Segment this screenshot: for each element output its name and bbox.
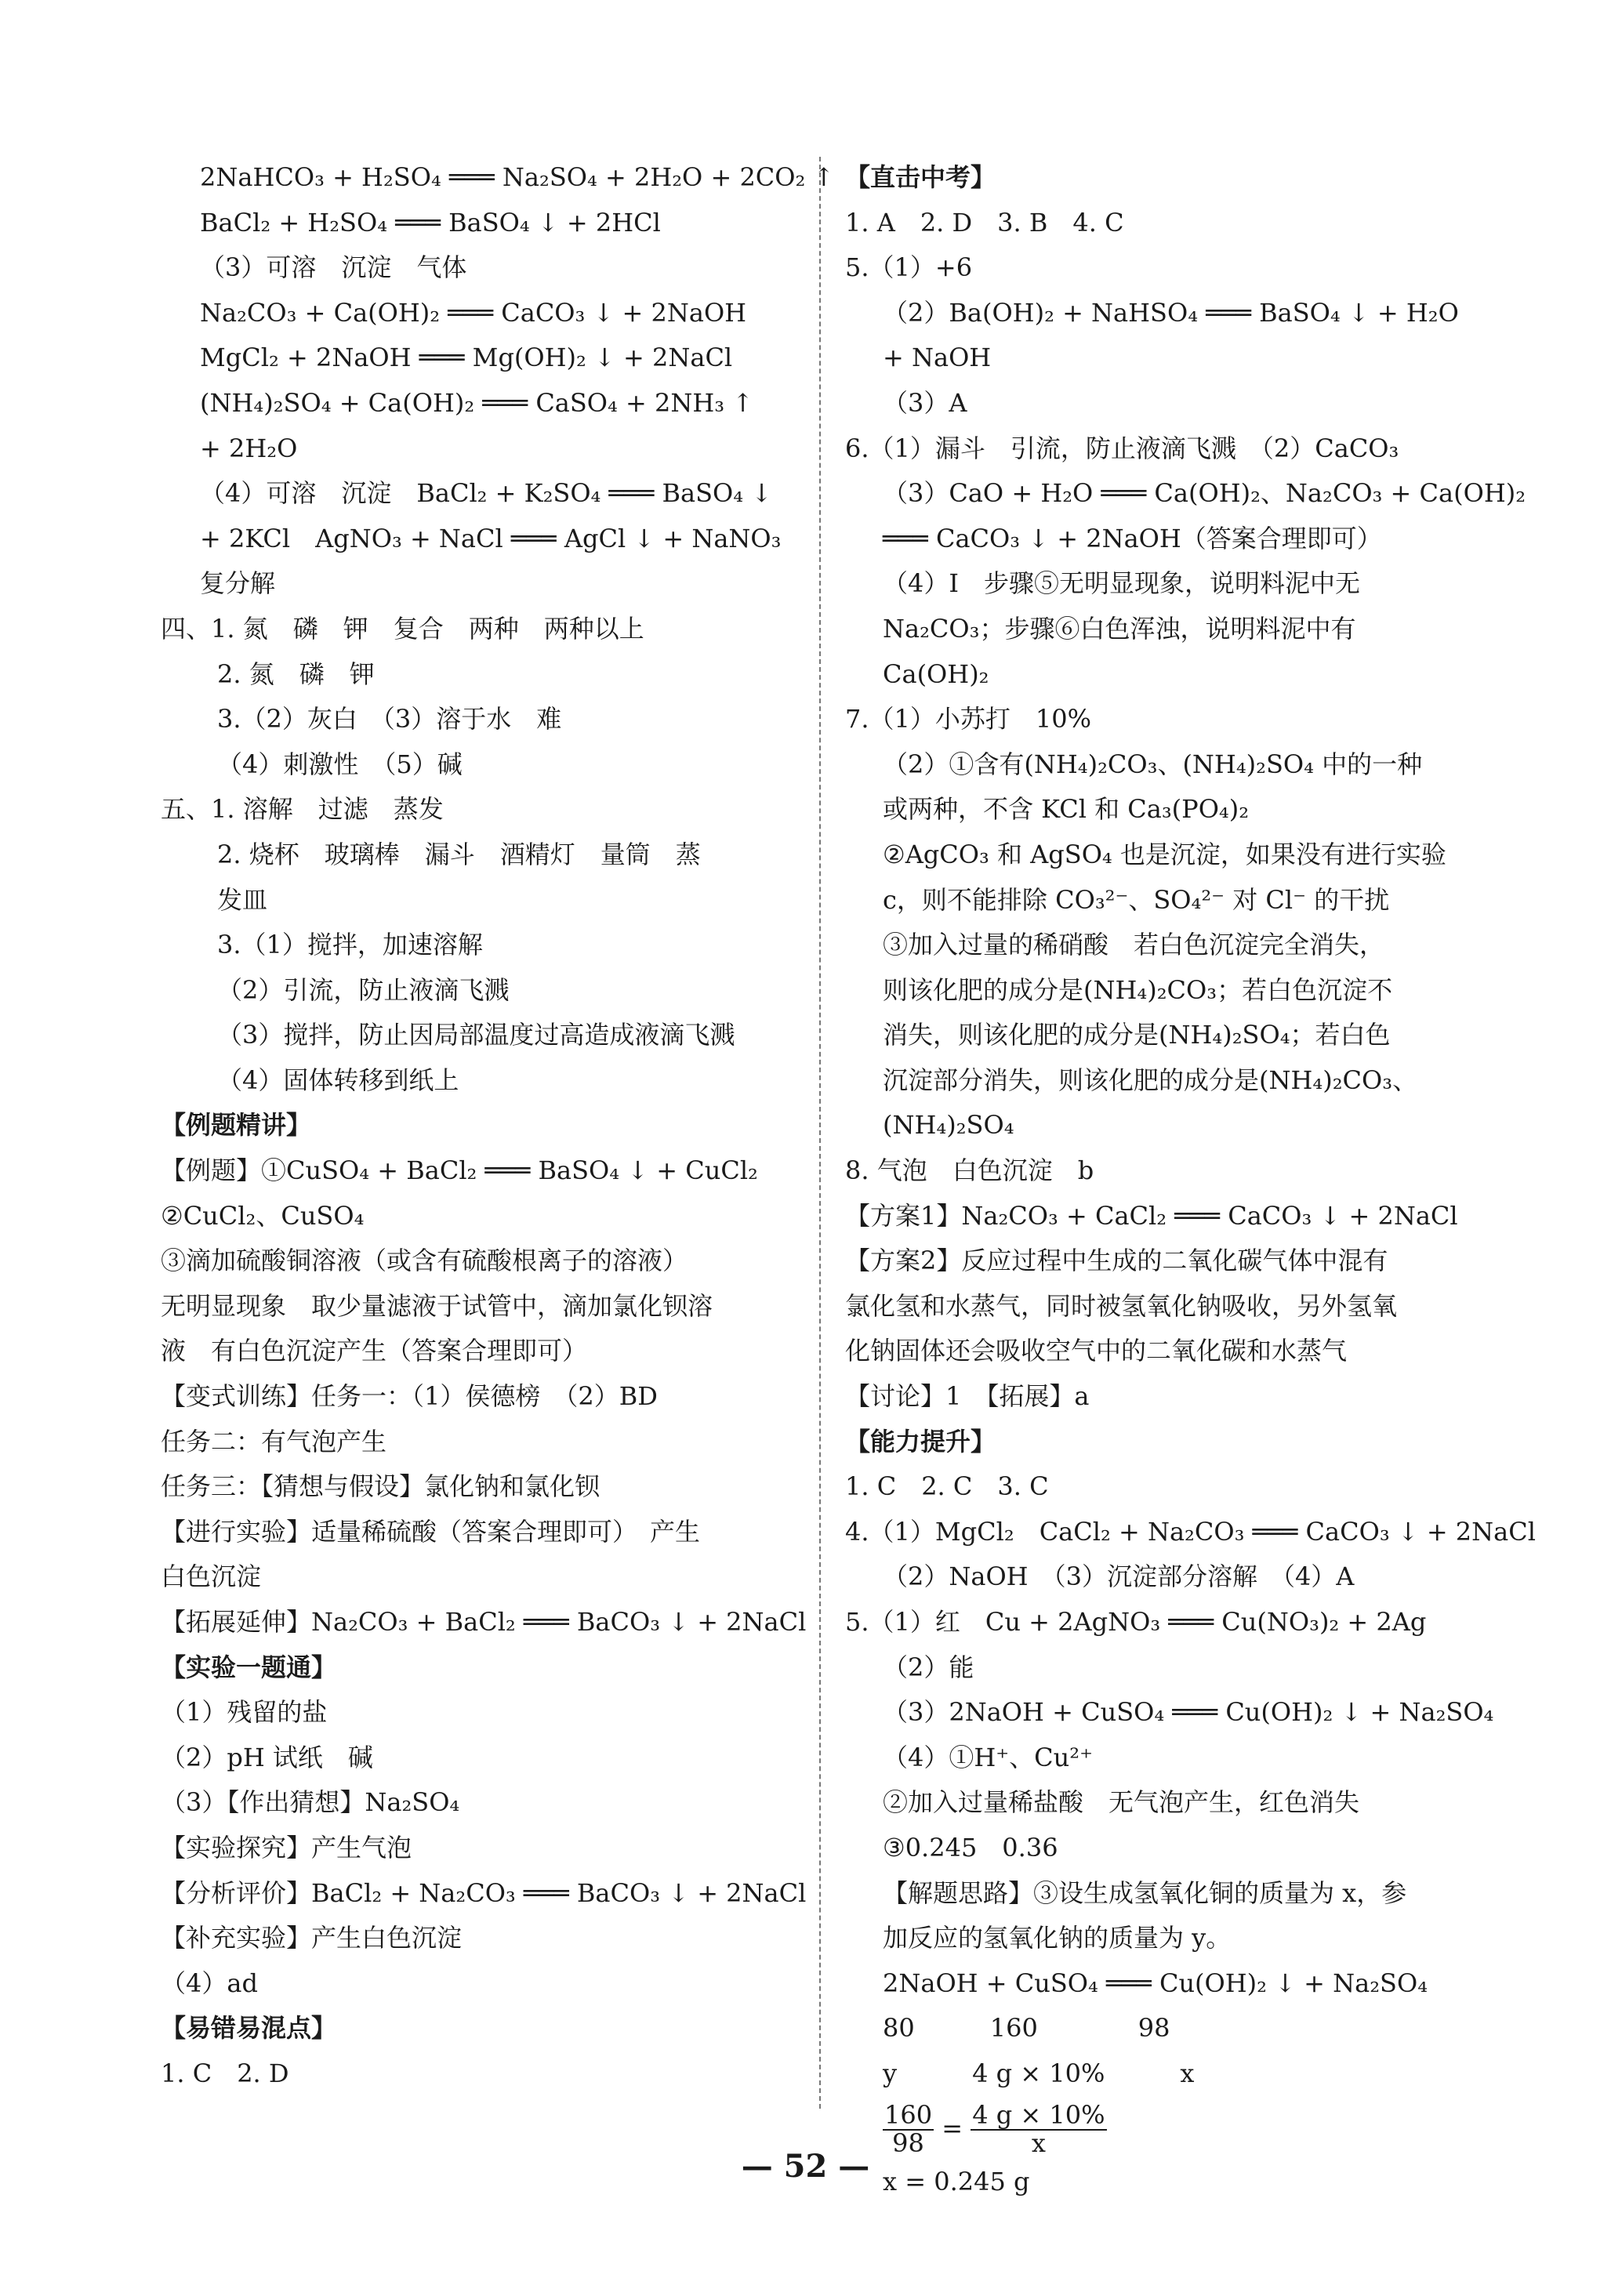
section-heading: 【例题精讲】 [161,1110,312,1141]
answer-line: + 2H₂O [200,433,298,463]
answer-line: ②AgCO₃ 和 AgSO₄ 也是沉淀，如果没有进行实验 [883,839,1446,869]
answer-line: 【变式训练】任务一：（1）侯德榜 （2）BD [161,1381,658,1412]
answer-line: 氯化氢和水蒸气，同时被氢氧化钠吸收，另外氢氧 [845,1290,1398,1321]
fraction-numerator: 4 g × 10% [972,2100,1105,2131]
answer-line: （1）残留的盐 [161,1697,328,1728]
answer-line: 5.（1）+6 [845,252,973,283]
answer-line: 2NaHCO₃ + H₂SO₄ ═══ Na₂SO₄ + 2H₂O + 2CO₂ ↑ [200,162,835,192]
right-column [845,155,1536,2204]
answer-line: x = 0.245 g [883,2166,1030,2196]
answer-line: （4）固体转移到纸上 [217,1065,459,1095]
answer-line: 加反应的氢氧化钠的质量为 y。 [883,1923,1232,1953]
ratio-equation: $\frac{160}{98}$ = $\frac{4 g \times 10\%}{x}$ [884,2100,1105,2159]
answer-line: 白色沉淀 [161,1561,262,1592]
answer-line: （2）NaOH （3）沉淀部分溶解 （4）A [883,1561,1355,1592]
answer-line: ②加入过量稀盐酸 无气泡产生，红色消失 [883,1787,1360,1818]
answer-line: 任务二：有气泡产生 [161,1426,387,1456]
answer-line: 2. 氮 磷 钾 [217,658,375,689]
answer-line: 任务三：【猜想与假设】氯化钠和氯化钡 [161,1471,600,1502]
answer-line: 【解题思路】③设生成氢氧化铜的质量为 x，参 [883,1877,1407,1908]
answer-line: 2. 烧杯 玻璃棒 漏斗 酒精灯 量筒 蒸 [217,839,701,869]
answer-line: （2）Ba(OH)₂ + NaHSO₄ ═══ BaSO₄ ↓ + H₂O [883,297,1459,328]
answer-line: 消失，则该化肥的成分是(NH₄)₂SO₄；若白色 [883,1020,1391,1050]
answer-line: 【进行实验】适量稀硫酸（答案合理即可） 产生 [161,1516,701,1547]
answer-line: c，则不能排除 CO₃²⁻、SO₄²⁻ 对 Cl⁻ 的干扰 [883,884,1390,915]
answer-line: ③滴加硫酸铜溶液（或含有硫酸根离子的溶液） [161,1246,688,1276]
answer-line: （3）CaO + H₂O ═══ Ca(OH)₂、Na₂CO₃ + Ca(OH)₂ [883,478,1526,509]
answer-line: （2）pH 试纸 碱 [161,1742,373,1772]
fraction-denominator: 98 [892,2128,924,2159]
answer-line: （2）①含有(NH₄)₂CO₃、(NH₄)₂SO₄ 中的一种 [883,749,1423,779]
answer-line: 发皿 [217,884,268,915]
left-column [161,155,835,2097]
answer-line: 6.（1）漏斗 引流，防止液滴飞溅 （2）CaCO₃ [845,433,1399,463]
answer-line: 7.（1）小苏打 10% [845,704,1092,735]
answer-line: 2NaOH + CuSO₄ ═══ Cu(OH)₂ ↓ + Na₂SO₄ [883,1968,1428,1998]
answer-line: 无明显现象 取少量滤液于试管中，滴加氯化钡溶 [161,1290,713,1321]
section-heading: 【直击中考】 [845,162,996,192]
answer-line: （3）搅拌，防止因局部温度过高造成液滴飞溅 [217,1020,735,1050]
page-number: — 52 — [741,2148,870,2185]
fraction-numerator: 160 [884,2100,933,2131]
answer-line: Na₂CO₃；步骤⑥白色浑浊，说明料泥中有 [883,613,1356,644]
answer-line: （4）I 步骤⑤无明显现象，说明料泥中无 [883,568,1361,599]
answer-line: （3）【作出猜想】Na₂SO₄ [161,1787,460,1818]
answer-line: ═══ CaCO₃ ↓ + 2NaOH（答案合理即可） [883,523,1382,553]
column-divider [819,157,821,2109]
answer-line: 复分解 [200,568,276,599]
answer-line: + NaOH [883,343,992,373]
answer-line: 1. A 2. D 3. B 4. C [845,207,1124,238]
answer-line: Na₂CO₃ + Ca(OH)₂ ═══ CaCO₃ ↓ + 2NaOH [200,297,747,328]
answer-line: 5.（1）红 Cu + 2AgNO₃ ═══ Cu(NO₃)₂ + 2Ag [845,1607,1427,1637]
answer-line: Ca(OH)₂ [883,658,989,689]
answer-line: （3）2NaOH + CuSO₄ ═══ Cu(OH)₂ ↓ + Na₂SO₄ [883,1697,1494,1728]
answer-line: 或两种，不含 KCl 和 Ca₃(PO₄)₂ [883,794,1250,825]
answer-line: 【例题】①CuSO₄ + BaCl₂ ═══ BaSO₄ ↓ + CuCl₂ [161,1155,758,1186]
answer-line: + 2KCl AgNO₃ + NaCl ═══ AgCl ↓ + NaNO₃ [200,523,782,553]
answer-line: 则该化肥的成分是(NH₄)₂CO₃；若白色沉淀不 [883,974,1393,1005]
answer-line: (NH₄)₂SO₄ [883,1110,1014,1141]
answer-line: 1. C 2. C 3. C [845,1471,1049,1502]
section-heading: 【易错易混点】 [161,2013,337,2044]
answer-line: 五、1. 溶解 过滤 蒸发 [161,794,444,825]
answer-line: （4）可溶 沉淀 BaCl₂ + K₂SO₄ ═══ BaSO₄ ↓ [200,478,773,509]
fraction-denominator: x [1031,2128,1046,2159]
answer-line: 【实验探究】产生气泡 [161,1832,412,1863]
answer-line: 3.（2）灰白 （3）溶于水 难 [217,704,562,735]
answer-line: 液 有白色沉淀产生（答案合理即可） [161,1336,588,1366]
answer-line: 【拓展延伸】Na₂CO₃ + BaCl₂ ═══ BaCO₃ ↓ + 2NaCl [161,1607,807,1637]
section-heading: 【能力提升】 [845,1426,996,1456]
answer-line: 4.（1）MgCl₂ CaCl₂ + Na₂CO₃ ═══ CaCO₃ ↓ + 2NaCl [845,1516,1536,1547]
answer-line: ②CuCl₂、CuSO₄ [161,1200,365,1231]
answer-line: （4）①H⁺、Cu²⁺ [883,1742,1093,1772]
answer-line: （3）A [883,387,967,418]
answer-line: ③加入过量的稀硝酸 若白色沉淀完全消失， [883,930,1385,960]
answer-line: （2）引流，防止液滴飞溅 [217,974,510,1005]
answer-line: （3）可溶 沉淀 气体 [200,252,467,283]
answer-line: 【补充实验】产生白色沉淀 [161,1923,463,1953]
answer-line: 【方案1】Na₂CO₃ + CaCl₂ ═══ CaCO₃ ↓ + 2NaCl [845,1200,1458,1231]
answer-line: MgCl₂ + 2NaOH ═══ Mg(OH)₂ ↓ + 2NaCl [200,343,733,373]
answer-line: 【讨论】1 【拓展】a [845,1381,1090,1412]
answer-line: 1. C 2. D [161,2058,289,2088]
answer-line: y 4 g × 10% x [883,2058,1195,2088]
answer-line: 化钠固体还会吸收空气中的二氧化碳和水蒸气 [845,1336,1348,1366]
answer-line: （4）ad [161,1968,258,1998]
answer-line: 【方案2】反应过程中生成的二氧化碳气体中混有 [845,1246,1388,1276]
answer-line: 【分析评价】BaCl₂ + Na₂CO₃ ═══ BaCO₃ ↓ + 2NaCl [161,1877,807,1908]
answer-line: 3.（1）搅拌，加速溶解 [217,930,483,960]
answer-line: （4）刺激性 （5）碱 [217,749,463,779]
answer-line: 沉淀部分消失，则该化肥的成分是(NH₄)₂CO₃、 [883,1065,1418,1095]
answer-line: ③0.245 0.36 [883,1832,1058,1863]
answer-line: 8. 气泡 白色沉淀 b [845,1155,1094,1186]
section-heading: 【实验一题通】 [161,1652,337,1682]
answer-line: （2）能 [883,1652,974,1682]
answer-line: 80 160 98 [883,2013,1170,2044]
answer-line: (NH₄)₂SO₄ + Ca(OH)₂ ═══ CaSO₄ + 2NH₃ ↑ [200,387,754,418]
answer-line: 四、1. 氮 磷 钾 复合 两种 两种以上 [161,613,644,644]
answer-line: BaCl₂ + H₂SO₄ ═══ BaSO₄ ↓ + 2HCl [200,207,661,238]
